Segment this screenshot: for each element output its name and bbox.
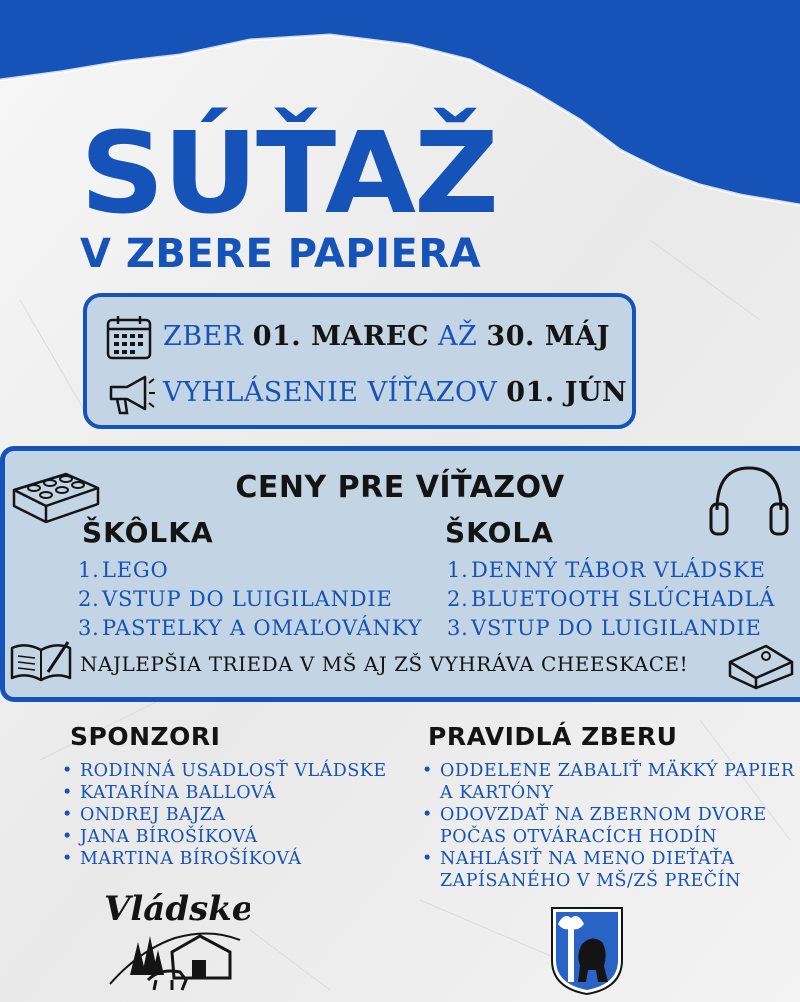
list-item: • ODDELENE ZABALIŤ MÄKKÝ PAPIER A KARTÓNY bbox=[422, 760, 795, 804]
list-item: 2. BLUETOOTH SLÚCHADLÁ bbox=[447, 587, 776, 611]
school-prizes bbox=[447, 556, 775, 643]
list-item: 3. VSTUP DO LUIGILANDIE bbox=[447, 616, 762, 640]
list-item: • ONDREJ BAJZA bbox=[62, 804, 387, 826]
coat-of-arms bbox=[548, 904, 626, 996]
subtitle: V ZBERE PAPIERA bbox=[80, 231, 482, 277]
list-item: • ODOVZDAŤ NA ZBERNOM DVORE POČAS OTVÁRACÍCH HODÍN bbox=[422, 804, 795, 848]
list-item: • JANA BÍROŠÍKOVÁ bbox=[62, 826, 387, 848]
best-class-note: NAJLEPŠIA TRIEDA V MŠ AJ ZŠ VYHRÁVA CHEESKACE! bbox=[80, 652, 689, 676]
list-item: 1. DENNÝ TÁBOR VLÁDSKE bbox=[447, 558, 766, 582]
cheesecake-icon bbox=[726, 640, 796, 694]
list-item: 2. VSTUP DO LUIGILANDIE bbox=[78, 587, 393, 611]
list-item: • MARTINA BÍROŠÍKOVÁ bbox=[62, 848, 387, 870]
calendar-icon bbox=[105, 313, 153, 365]
list-item: 1. LEGO bbox=[78, 558, 169, 582]
sponsors-heading: SPONZORI bbox=[70, 722, 221, 751]
rules-list bbox=[422, 760, 795, 892]
list-item: • NAHLÁSIŤ NA MENO DIEŤAŤA ZAPÍSANÉHO V MŠ/ZŠ PREČÍN bbox=[422, 848, 795, 892]
rules-heading: PRAVIDLÁ ZBERU bbox=[428, 722, 678, 751]
school-heading: ŠKOLA bbox=[445, 516, 554, 549]
kindergarten-heading: ŠKÔLKA bbox=[82, 516, 214, 549]
headphones-icon bbox=[707, 460, 791, 546]
sponsors-list bbox=[62, 760, 387, 870]
vladske-logo bbox=[100, 880, 250, 995]
announcement-date: VYHLÁSENIE VÍŤAZOV 01. JÚN bbox=[163, 377, 628, 408]
kindergarten-prizes bbox=[78, 556, 422, 643]
prizes-title: CENY PRE VÍŤAZOV bbox=[235, 470, 565, 505]
coloring-book-icon bbox=[8, 638, 74, 688]
list-item: • KATARÍNA BALLOVÁ bbox=[62, 782, 387, 804]
collection-dates: ZBER 01. MAREC AŽ 30. MÁJ bbox=[163, 321, 610, 352]
list-item: • RODINNÁ USADLOSŤ VLÁDSKE bbox=[62, 760, 387, 782]
megaphone-icon bbox=[105, 369, 155, 421]
svg-text:Vládske: Vládske bbox=[104, 889, 250, 929]
dates-box bbox=[83, 293, 636, 429]
main-title: SÚŤAŽ bbox=[80, 109, 498, 239]
list-item: 3. PASTELKY A OMAĽOVÁNKY bbox=[78, 616, 423, 640]
